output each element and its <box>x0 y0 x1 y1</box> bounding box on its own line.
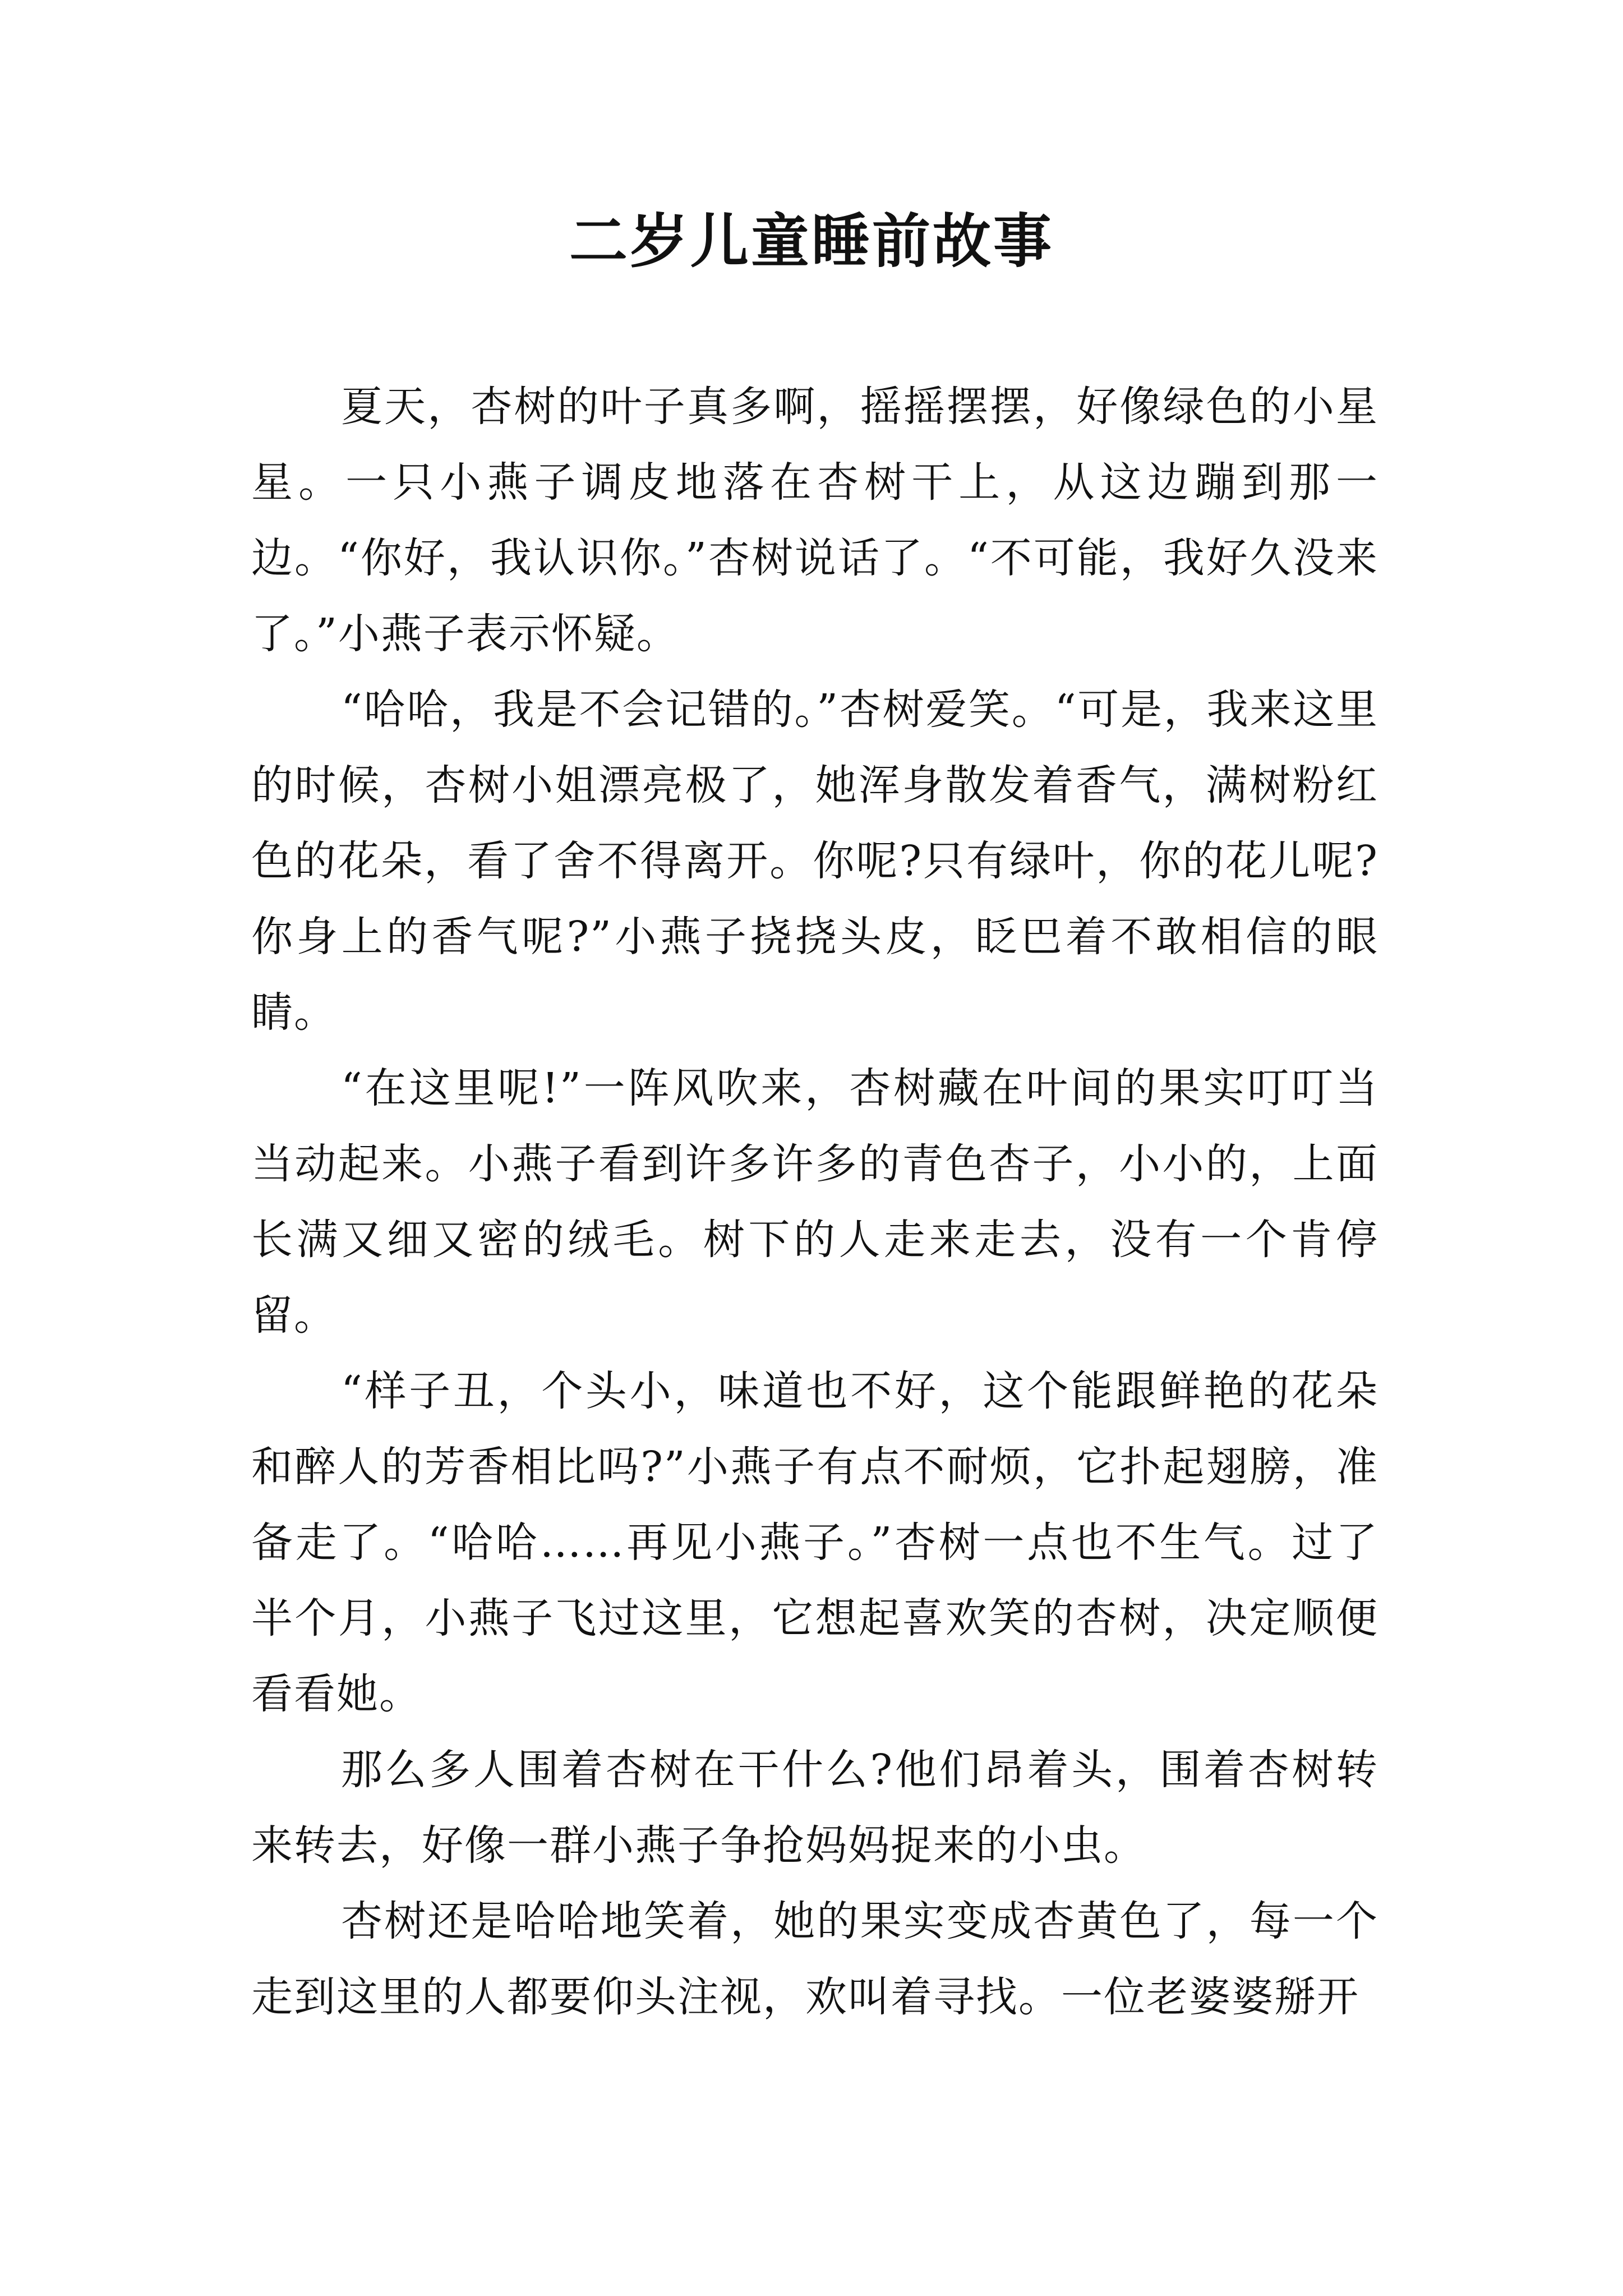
paragraph-6: 杏树还是哈哈地笑着，她的果实变成杏黄色了，每一个走到这里的人都要仰头注视，欢叫着寻找。一位老婆婆掰开 <box>251 1897 1378 2021</box>
paragraph-4: “样子丑，个头小，味道也不好，这个能跟鲜艳的花朵和醉人的芳香相比吗?”小燕子有点不耐烦，它扑起翅膀，准备走了。“哈哈……再见小燕子。”杏树一点也不生气。过了半个月，小燕子飞过这里，它想起喜欢笑的杏树，决定顺便看看她。 <box>251 1367 1378 1718</box>
paragraph-1: 夏天，杏树的叶子真多啊，摇摇摆摆，好像绿色的小星星。一只小燕子调皮地落在杏树干上，从这边蹦到那一边。“你好，我认识你。”杏树说话了。“不可能，我好久没来了。”小燕子表示怀疑。 <box>251 383 1378 658</box>
document-title: 二岁儿童睡前故事 <box>569 207 1054 275</box>
paragraph-2: “哈哈，我是不会记错的。”杏树爱笑。“可是，我来这里的时候，杏树小姐漂亮极了，她浑身散发着香气，满树粉红色的花朵，看了舍不得离开。你呢?只有绿叶，你的花儿呢?你身上的香气呢?”小燕子挠挠头皮，眨巴着不敢相信的眼睛。 <box>251 685 1378 1037</box>
paragraph-5: 那么多人围着杏树在干什么?他们昂着头，围着杏树转来转去，好像一群小燕子争抢妈妈捉来的小虫。 <box>251 1746 1378 1870</box>
paragraph-3: “在这里呢!”一阵风吹来，杏树藏在叶间的果实叮叮当当动起来。小燕子看到许多许多的青色杏子，小小的，上面长满又细又密的绒毛。树下的人走来走去，没有一个肯停留。 <box>251 1064 1378 1340</box>
document-body <box>251 369 1378 2035</box>
